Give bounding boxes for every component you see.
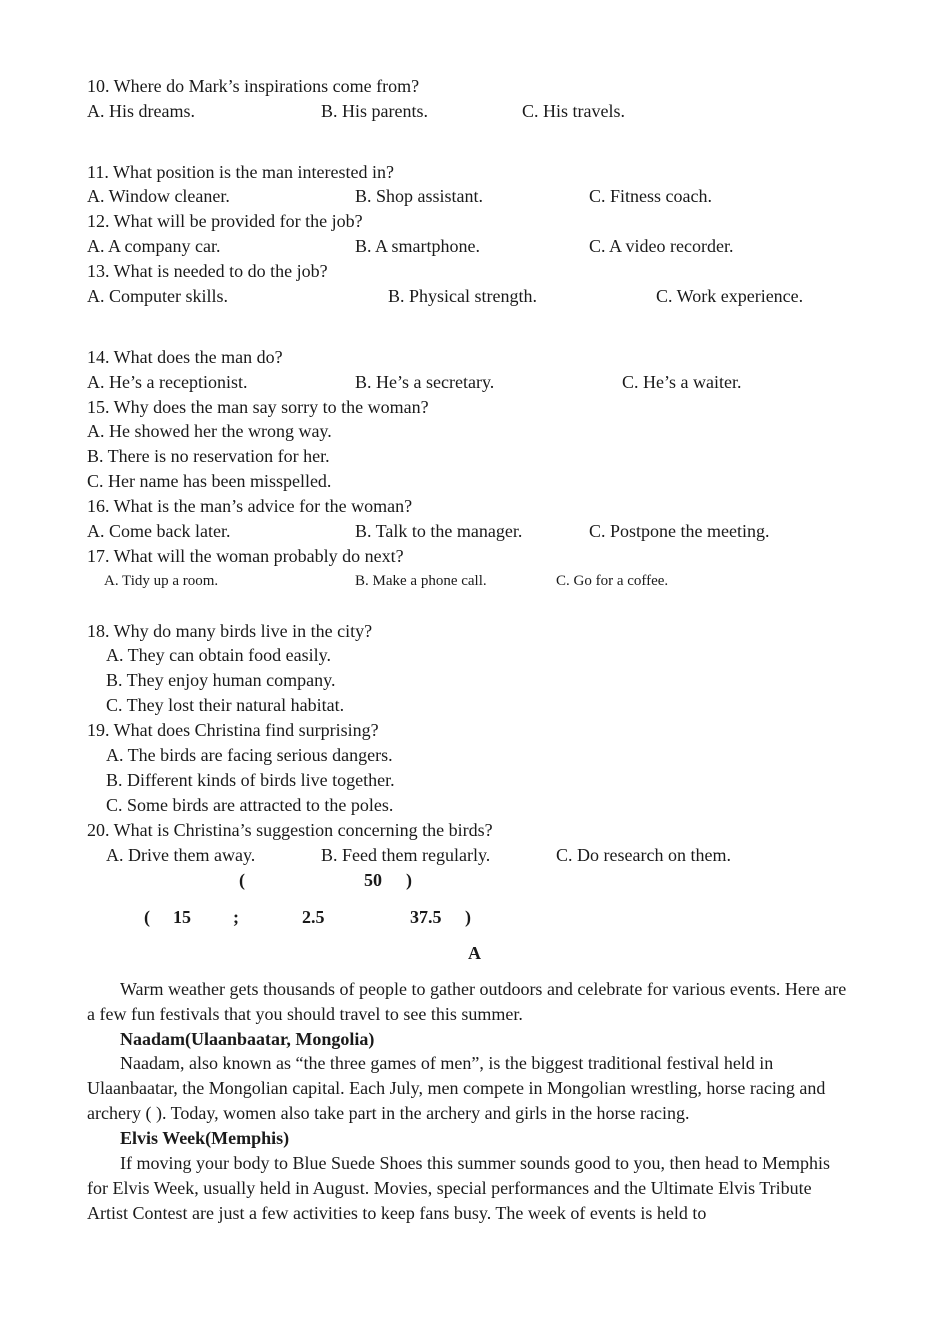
question-10-option-c: C. His travels.	[522, 101, 625, 121]
section-heading-paren-close: )	[406, 870, 412, 890]
question-17-option-a: A. Tidy up a room.	[104, 573, 219, 589]
subsection-paren-close: )	[465, 907, 471, 927]
subsection-semicolon: ;	[233, 907, 239, 927]
question-20-stem: 20. What is Christina’s suggestion concerning the birds?	[87, 820, 493, 840]
question-10-stem: 10. Where do Mark’s inspirations come from?	[87, 76, 420, 96]
question-13-option-a: A. Computer skills.	[87, 286, 229, 306]
question-15-option-b: B. There is no reservation for her.	[87, 446, 330, 466]
question-12-option-c: C. A video recorder.	[589, 236, 734, 256]
question-12-option-a: A. A company car.	[87, 236, 221, 256]
question-12-option-b: B. A smartphone.	[355, 236, 480, 256]
question-10-option-a: A. His dreams.	[87, 101, 195, 121]
question-19-option-b: B. Different kinds of birds live together.	[106, 770, 395, 790]
question-16-option-b: B. Talk to the manager.	[355, 521, 523, 541]
question-11-option-a: A. Window cleaner.	[87, 186, 230, 206]
section-heading-paren-open: (	[239, 870, 245, 890]
question-13-stem: 13. What is needed to do the job?	[87, 261, 328, 281]
question-15-option-c: C. Her name has been misspelled.	[87, 471, 332, 491]
naadam-title: Naadam(Ulaanbaatar, Mongolia)	[120, 1029, 375, 1049]
subsection-points-total: 37.5	[410, 907, 442, 927]
question-20-option-c: C. Do research on them.	[556, 845, 731, 865]
question-18-option-b: B. They enjoy human company.	[106, 670, 336, 690]
naadam-body: Naadam, also known as “the three games of men”, is the biggest traditional festival held in Ulaanbaatar, the Mongolian capital. Each July, men compete in Mongolian wrestling, horse racing and archery ( ). Today, women also take part in the archery and girls in the horse racing.	[87, 1053, 826, 1123]
question-18-stem: 18. Why do many birds live in the city?	[87, 621, 373, 641]
question-14-option-c: C. He’s a waiter.	[622, 372, 742, 392]
subsection-points-each: 2.5	[302, 907, 325, 927]
question-14-option-a: A. He’s a receptionist.	[87, 372, 248, 392]
question-16-option-c: C. Postpone the meeting.	[589, 521, 770, 541]
question-20-option-a: A. Drive them away.	[106, 845, 256, 865]
elvis-body: If moving your body to Blue Suede Shoes this summer sounds good to you, then head to Memphis for Elvis Week, usually held in August. Movies, special performances and the Ultimate Elvis Tribute Artist Contest are just a few activities to keep fans busy. The week of events is held to	[87, 1153, 830, 1223]
question-14-stem: 14. What does the man do?	[87, 347, 283, 367]
elvis-title: Elvis Week(Memphis)	[120, 1128, 290, 1148]
question-17-option-b: B. Make a phone call.	[355, 573, 487, 589]
question-15-option-a: A. He showed her the wrong way.	[87, 421, 332, 441]
subsection-paren-open: (	[144, 907, 150, 927]
question-12-stem: 12. What will be provided for the job?	[87, 211, 363, 231]
question-20-option-b: B. Feed them regularly.	[321, 845, 491, 865]
question-15-stem: 15. Why does the man say sorry to the woman?	[87, 397, 429, 417]
question-10-option-b: B. His parents.	[321, 101, 428, 121]
question-17-option-c: C. Go for a coffee.	[556, 573, 669, 589]
question-13-option-b: B. Physical strength.	[388, 286, 537, 306]
question-19-stem: 19. What does Christina find surprising?	[87, 720, 379, 740]
question-16-option-a: A. Come back later.	[87, 521, 231, 541]
passage-label: A	[468, 943, 481, 963]
passage-intro: Warm weather gets thousands of people to gather outdoors and celebrate for various events. Here are a few fun festivals that you should travel to see this summer.	[87, 979, 847, 1024]
question-17-stem: 17. What will the woman probably do next?	[87, 546, 404, 566]
question-18-option-c: C. They lost their natural habitat.	[106, 695, 345, 715]
subsection-question-count: 15	[173, 907, 191, 927]
question-16-stem: 16. What is the man’s advice for the woman?	[87, 496, 413, 516]
question-11-option-b: B. Shop assistant.	[355, 186, 484, 206]
question-11-option-c: C. Fitness coach.	[589, 186, 712, 206]
question-19-option-a: A. The birds are facing serious dangers.	[106, 745, 393, 765]
question-19-option-c: C. Some birds are attracted to the poles.	[106, 795, 394, 815]
question-14-option-b: B. He’s a secretary.	[355, 372, 495, 392]
section-heading-points: 50	[364, 870, 382, 890]
question-11-stem: 11. What position is the man interested in?	[87, 162, 394, 182]
question-18-option-a: A. They can obtain food easily.	[106, 645, 331, 665]
question-13-option-c: C. Work experience.	[656, 286, 804, 306]
